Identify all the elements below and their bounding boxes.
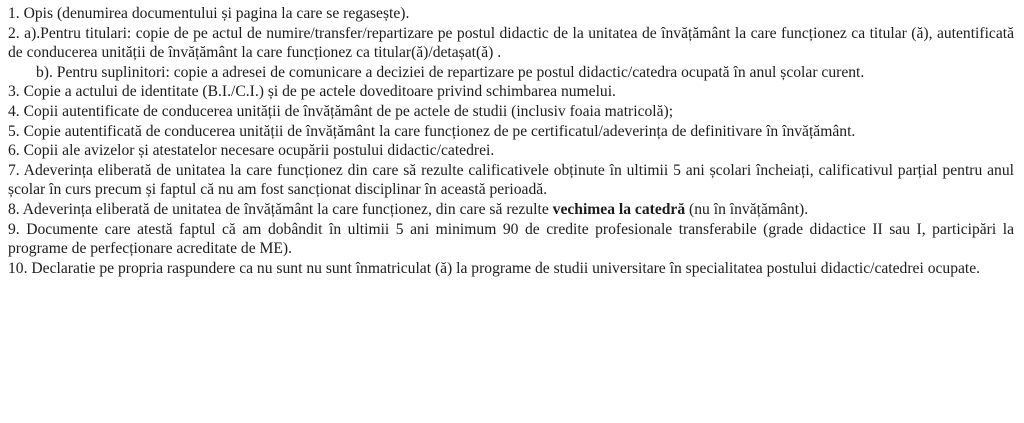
- list-item-10: 10. Declaratie pe propria raspundere ca nu sunt nu sunt înmatriculat (ă) la programe de studii universitare în specialitatea postului didactic/catedrei ocupate.: [8, 259, 981, 277]
- list-item-8: [8, 200, 1014, 220]
- document-body: [8, 4, 1014, 278]
- list-item-6: 6. Copii ale avizelor și atestatelor necesare ocupării postului didactic/catedrei.: [8, 142, 495, 160]
- list-item-7: 7. Adeverința eliberată de unitatea la care funcționez din care să rezulte calificativele obținute în ultimii 5 ani școlari încheiați, calificativul parțial pentru anul școlar în curs precum și faptul că nu am fost sancționat disciplinar în această perioadă.: [8, 161, 1014, 199]
- list-item-8-text: 8. Adeverința eliberată de unitatea de învățământ la care funcționez, din care să rezulte: [8, 200, 553, 218]
- list-item-2b: b). Pentru suplinitori: copie a adresei de comunicare a deciziei de repartizare pe postul didactic/catedra ocupată în anul școlar curent.: [36, 63, 865, 81]
- list-item-8-emphasis: vechimea la catedră: [552, 200, 686, 218]
- list-item-9: 9. Documente care atestă faptul că am dobândit în ultimii 5 ani minimum 90 de credite profesionale transferabile (grade didactice II sau I, participări la programe de perfecționare acreditate de ME).: [8, 220, 1014, 258]
- list-item-4: 4. Copii autentificate de conducerea unității de învățământ de pe actele de studii (inclusiv foaia matricolă);: [8, 102, 674, 120]
- list-item-8-text-end: (nu în învățământ).: [685, 200, 809, 218]
- list-item-3: 3. Copie a actului de identitate (B.I./C.I.) și de pe actele doveditoare privind schimbarea numelui.: [8, 83, 616, 101]
- list-item-5: 5. Copie autentificată de conducerea unității de învățământ la care funcționez de pe certificatul/adeverința de definitivare în învățământ.: [8, 122, 856, 140]
- list-item-1: 1. Opis (denumirea documentului și pagina la care se regasește).: [8, 5, 410, 22]
- list-item-2a: 2. a).Pentru titulari: copie de pe actul de numire/transfer/repartizare pe postul didactic de la unitatea de învățământ la care funcționez ca titular (ă), autentificată de conducerea unității de învățământ la care funcționez ca titular(ă)/detașat(ă) .: [8, 24, 1014, 62]
